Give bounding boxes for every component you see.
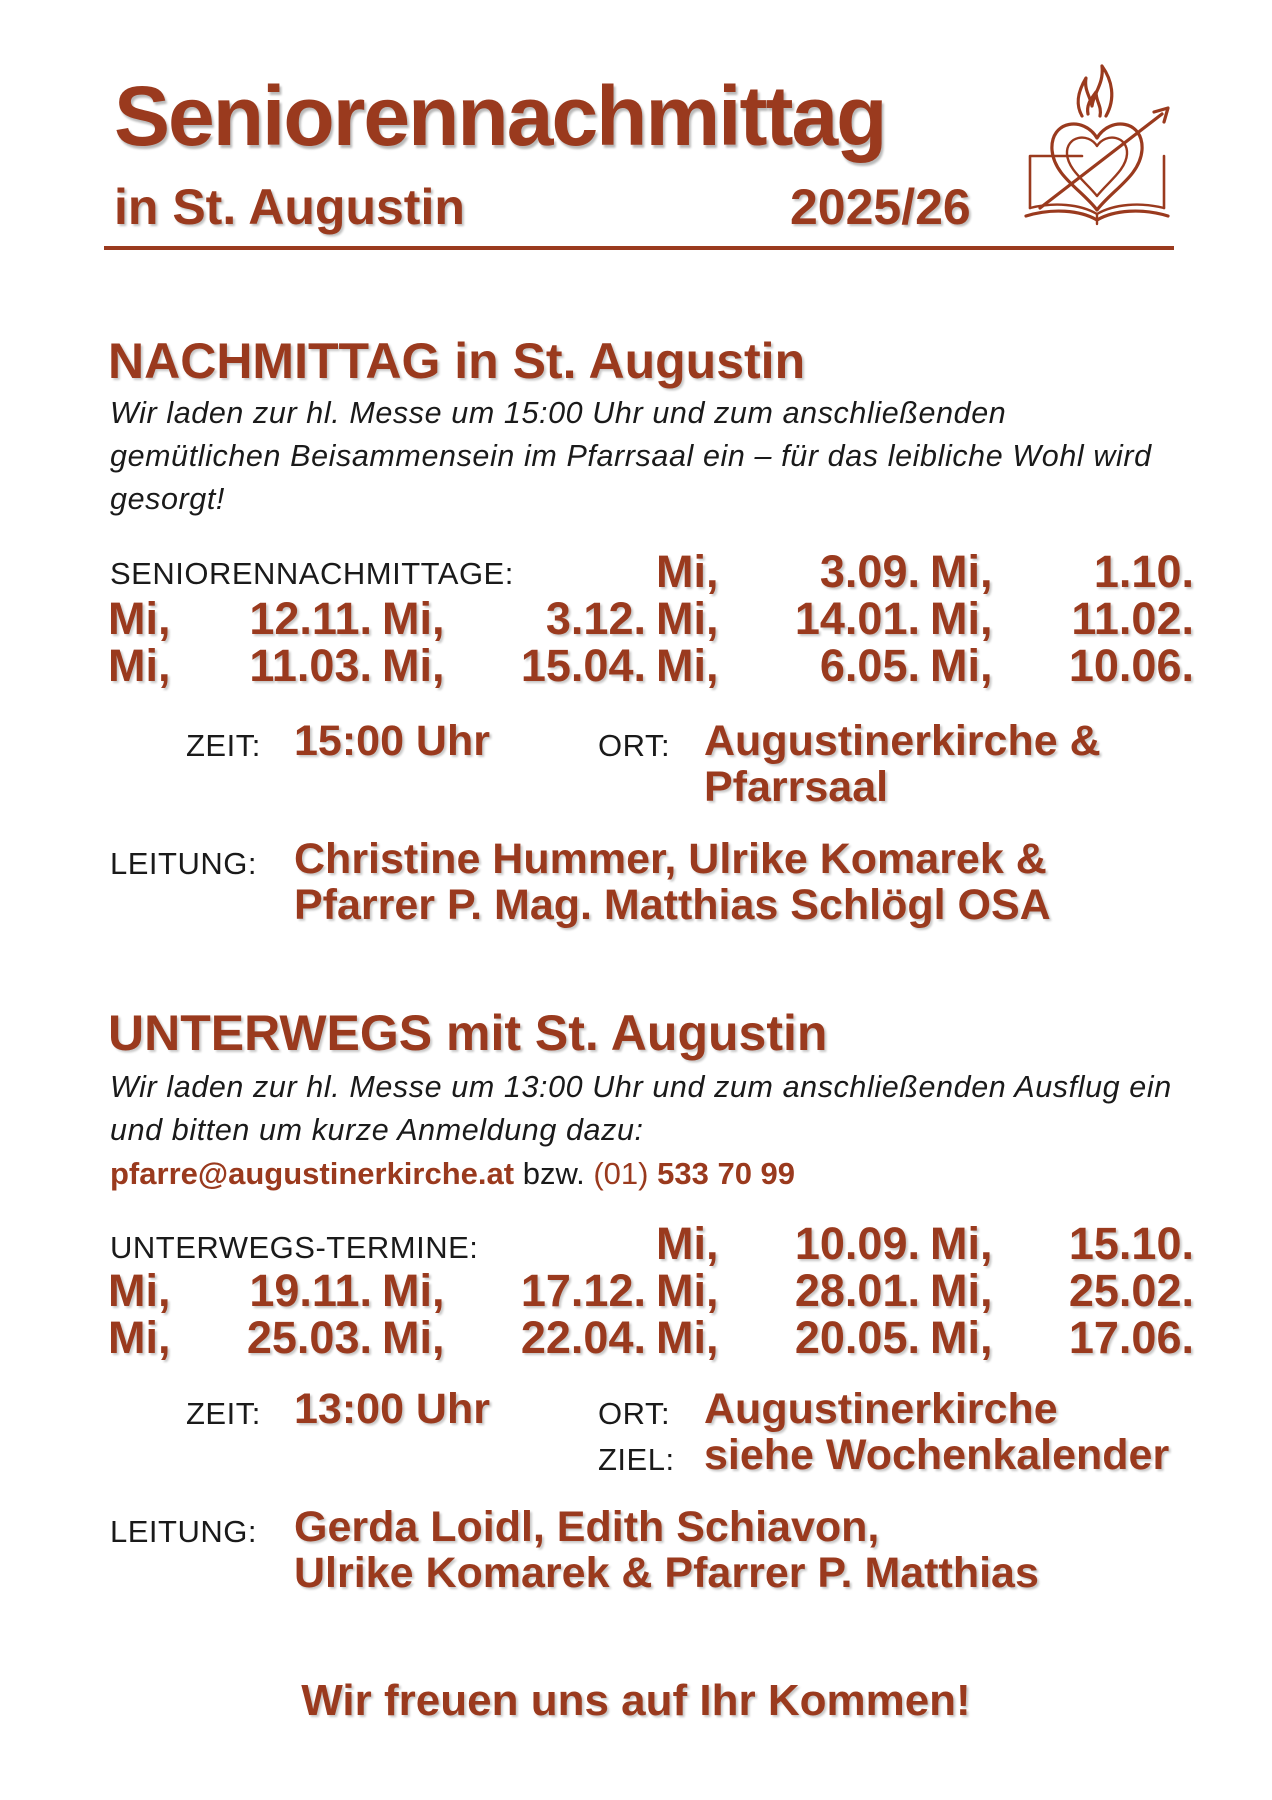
date-entry — [382, 1265, 646, 1315]
date-entry — [382, 593, 646, 643]
time-value: 13:00 Uhr — [294, 1385, 490, 1433]
lead-line2: Pfarrer P. Mag. Matthias Schlögl OSA — [294, 881, 1051, 929]
date-value: 17.12. — [520, 1265, 646, 1316]
date-entry — [108, 1265, 372, 1315]
date-weekday: Mi, — [382, 640, 445, 691]
date-value: 10.06. — [1068, 640, 1194, 691]
page-subtitle: in St. Augustin — [114, 179, 465, 235]
time-label: ZEIT: — [186, 1396, 261, 1431]
place-label: ORT: — [598, 728, 671, 763]
date-value: 1.10. — [1093, 546, 1194, 597]
date-weekday: Mi, — [382, 593, 445, 644]
date-weekday: Mi, — [656, 1265, 719, 1316]
date-weekday: Mi, — [382, 1312, 445, 1363]
phone-number[interactable]: 533 70 99 — [657, 1156, 796, 1191]
dates-label-unterwegs: UNTERWEGS-TERMINE: — [110, 1230, 479, 1265]
dates-label-seniorennachmittage: SENIORENNACHMITTAGE: — [110, 556, 514, 591]
section-intro-unterwegs: Wir laden zur hl. Messe um 13:00 Uhr und zum anschließenden Ausflug ein und bitten um kurze Anmeldung dazu: — [110, 1070, 1172, 1147]
date-value: 11.02. — [1071, 593, 1194, 644]
date-entry — [656, 1265, 920, 1315]
contact-connector: bzw. — [522, 1156, 585, 1191]
date-entry — [382, 1312, 646, 1362]
date-weekday: Mi, — [930, 1265, 993, 1316]
lead-label: LEITUNG: — [110, 846, 257, 881]
date-entry — [656, 593, 920, 643]
date-weekday: Mi, — [656, 546, 719, 597]
date-value: 17.06. — [1068, 1312, 1194, 1363]
date-weekday: Mi, — [656, 593, 719, 644]
date-value: 15.10. — [1068, 1218, 1194, 1269]
date-entry — [930, 640, 1194, 690]
closing-message: Wir freuen uns auf Ihr Kommen! — [301, 1676, 971, 1725]
date-weekday: Mi, — [930, 640, 993, 691]
date-value: 22.04. — [520, 1312, 646, 1363]
place-value-line1: Augustinerkirche & — [704, 717, 1101, 765]
date-weekday: Mi, — [382, 1265, 445, 1316]
date-value: 14.01. — [794, 593, 920, 644]
date-entry — [930, 546, 1194, 596]
date-entry — [382, 640, 646, 690]
date-entry — [930, 1265, 1194, 1315]
lead-line2: Ulrike Komarek & Pfarrer P. Matthias — [294, 1549, 1039, 1597]
date-value: 3.09. — [819, 546, 920, 597]
date-value: 11.03. — [249, 640, 372, 691]
lead-line1: Gerda Loidl, Edith Schiavon, — [294, 1503, 880, 1551]
date-weekday: Mi, — [656, 1312, 719, 1363]
date-entry — [656, 1312, 920, 1362]
date-weekday: Mi, — [108, 1312, 171, 1363]
date-weekday: Mi, — [108, 1265, 171, 1316]
phone-area-code: (01) — [593, 1156, 649, 1191]
date-weekday: Mi, — [930, 593, 993, 644]
section-heading-nachmittag: NACHMITTAG in St. Augustin — [108, 333, 806, 389]
date-entry — [108, 1312, 372, 1362]
date-weekday: Mi, — [108, 593, 171, 644]
date-weekday: Mi, — [930, 1218, 993, 1269]
date-value: 12.11. — [249, 593, 372, 644]
section-heading-unterwegs: UNTERWEGS mit St. Augustin — [108, 1005, 828, 1061]
time-value: 15:00 Uhr — [294, 717, 490, 765]
lead-label: LEITUNG: — [110, 1514, 257, 1549]
date-value: 25.02. — [1068, 1265, 1194, 1316]
season-year: 2025/26 — [790, 179, 971, 235]
date-value: 3.12. — [545, 593, 646, 644]
goal-value: siehe Wochenkalender — [704, 1431, 1170, 1479]
goal-label: ZIEL: — [598, 1442, 675, 1477]
place-label: ORT: — [598, 1396, 671, 1431]
date-weekday: Mi, — [656, 640, 719, 691]
email-link[interactable]: pfarre@augustinerkirche.at — [110, 1156, 515, 1191]
date-weekday: Mi, — [656, 1218, 719, 1269]
date-value: 20.05. — [794, 1312, 920, 1363]
date-entry — [930, 593, 1194, 643]
section-intro-nachmittag: Wir laden zur hl. Messe um 15:00 Uhr und zum anschließenden gemütlichen Beisammensein im Pfarrsaal ein – für das leibliche Wohl wird gesorgt! — [110, 396, 1152, 516]
place-value-line2: Pfarrsaal — [704, 763, 889, 811]
date-entry — [656, 546, 920, 596]
date-value: 25.03. — [246, 1312, 372, 1363]
date-entry — [108, 593, 372, 643]
date-entry — [656, 1218, 920, 1268]
date-weekday: Mi, — [930, 1312, 993, 1363]
date-entry — [108, 640, 372, 690]
date-entry — [930, 1312, 1194, 1362]
time-label: ZEIT: — [186, 728, 261, 763]
date-weekday: Mi, — [108, 640, 171, 691]
date-value: 28.01. — [794, 1265, 920, 1316]
lead-line1: Christine Hummer, Ulrike Komarek & — [294, 835, 1047, 883]
date-value: 15.04. — [520, 640, 646, 691]
flaming-heart-book-icon — [1022, 58, 1172, 234]
header-divider — [104, 246, 1174, 250]
date-entry — [930, 1218, 1194, 1268]
date-value: 10.09. — [794, 1218, 920, 1269]
contact-line — [110, 1152, 795, 1195]
page-title: Seniorennachmittag — [114, 69, 886, 163]
date-value: 19.11. — [249, 1265, 372, 1316]
date-entry — [656, 640, 920, 690]
date-value: 6.05. — [819, 640, 920, 691]
place-value: Augustinerkirche — [704, 1385, 1058, 1433]
date-weekday: Mi, — [930, 546, 993, 597]
